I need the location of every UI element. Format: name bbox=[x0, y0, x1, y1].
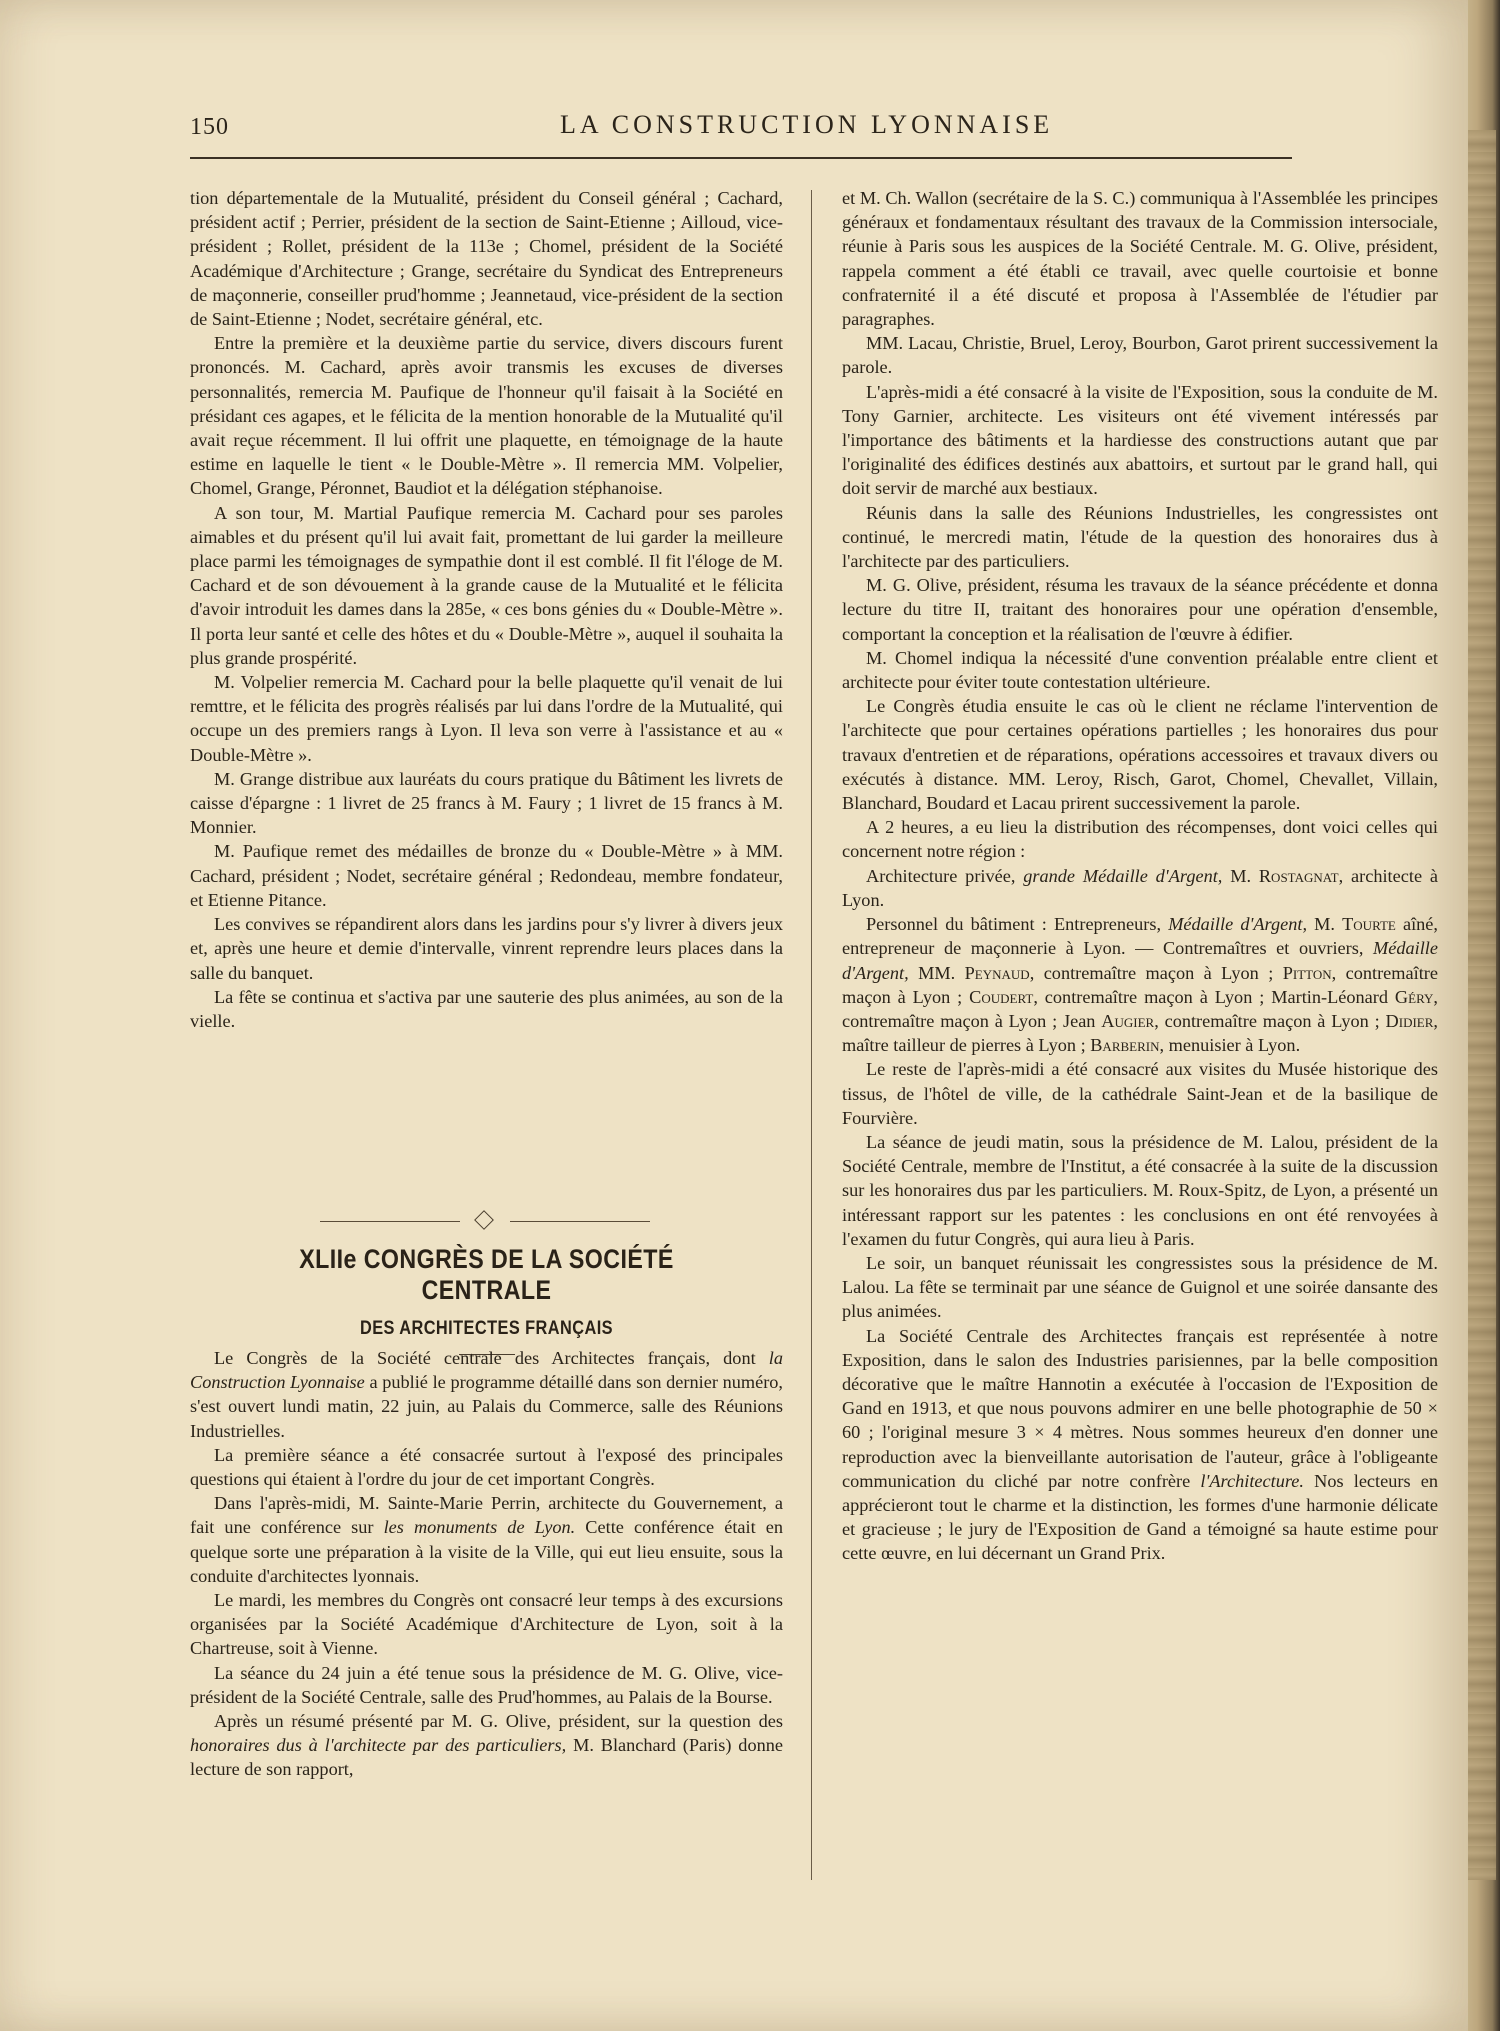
column-divider bbox=[811, 190, 812, 1880]
paragraph: L'après-midi a été consacré à la visite de l'Exposition, sous la conduite de M. Tony Garnier, architecte. Les visiteurs ont été vivement intéressés par l'importance des bâtiments et la hardiesse des constructions autant que par l'originalité des édifices destinés aux abattoirs, et surtout par le grand hall, qui doit servir de marché aux bestiaux. bbox=[842, 381, 1438, 499]
paragraph: Réunis dans la salle des Réunions Industrielles, les congressistes ont continué, le mercredi matin, l'étude de la question des honoraires dus à l'architecte par des particuliers. bbox=[842, 502, 1438, 572]
diamond-icon bbox=[474, 1210, 494, 1230]
paragraph: A 2 heures, a eu lieu la distribution des récompenses, dont voici celles qui concernent notre région : bbox=[842, 817, 1438, 862]
paragraph: Dans l'après-midi, M. Sainte-Marie Perrin, architecte du Gouvernement, a fait une conférence sur les monuments de Lyon. Cette conférence était en quelque sorte une préparation à la visite de la Ville, qui eut lieu ensuite, sous la conduite d'architectes lyonnais. bbox=[190, 1493, 784, 1586]
journal-title: LA CONSTRUCTION LYONNAISE bbox=[560, 110, 1054, 139]
paragraph: La séance du 24 juin a été tenue sous la présidence de M. G. Olive, vice-président de la Société Centrale, salle des Prud'hommes, au Palais de la Bourse. bbox=[190, 1662, 783, 1707]
paragraph: M. G. Olive, président, résuma les travaux de la séance précédente et donna lecture du titre II, traitant des honoraires pour une opération d'ensemble, comportant la conception et la réalisation de l'œuvre à édifier. bbox=[842, 575, 1438, 644]
paragraph: A son tour, M. Martial Paufique remercia M. Cachard pour ses paroles aimables et du présent qu'il lui avait fait, promettant de lui garder la meilleure place parmi les témoignages de sympathie dont il est comblé. Il fit l'éloge de M. Cachard et de son dévouement à la grande cause de la Mutualité et le félicita d'avoir introduit les dames dans la 285e, « ces bons génies du « Double-Mètre ». Il porta leur santé et celle des hôtes et du « Double-Mètre », auquel il souhaita la plus grande prospérité. bbox=[190, 502, 783, 668]
paragraph: Entre la première et la deuxième partie du service, divers discours furent prononcés. M. Cachard, après avoir transmis les excuses de diverses personnalités, remercia M. Paufique de l'honneur qu'il faisait à la Société en présidant ces agapes, et le félicita de la mention honorable de la Mutualité qu'il avait reçue récemment. Il lui offrit une plaquette, en témoignage de la haute estime en laquelle le tient « le Double-Mètre ». Il remercia MM. Volpelier, Chomel, Grange, Péronnet, Baudiot et la délégation stéphanoise. bbox=[190, 333, 783, 499]
page-number: 150 bbox=[190, 114, 229, 140]
paragraph: tion départementale de la Mutualité, président du Conseil général ; Cachard, président actif ; Perrier, président de la section de Saint-Etienne ; Ailloud, vice-président ; Rollet, président de la 113e ; Chomel, président de la Société Académique d'Architecture ; Grange, secrétaire du Syndicat des Entrepreneurs de maçonnerie, conseiller prud'homme ; Jeannetaud, vice-président de la section de Saint-Etienne ; Nodet, secrétaire général, etc. bbox=[190, 188, 783, 330]
paragraph: M. Chomel indiqua la nécessité d'une convention préalable entre client et architecte pour éviter toute contestation ultérieure. bbox=[842, 647, 1438, 693]
paragraph: M. Grange distribue aux lauréats du cours pratique du Bâtiment les livrets de caisse d'épargne : 1 livret de 25 francs à M. Faury ; 1 livret de 15 francs à M. Monnier. bbox=[190, 768, 783, 838]
paragraph: Après un résumé présenté par M. G. Olive, président, sur la question des honoraires dus à l'architecte par des particuliers, M. Blanchard (Paris) donne lecture de son rapport, bbox=[190, 1711, 783, 1780]
ornament-line bbox=[320, 1221, 460, 1222]
paragraph: La Société Centrale des Architectes français est représentée à notre Exposition, dans le salon des Industries parisiennes, par la belle composition décorative que le maître Hannotin a exécutée à l'occasion de l'Exposition de Gand en 1913, et que nous pouvons admirer en une belle photographie de 50 × 60 ; l'original mesure 3 × 4 mètres. Nous sommes heureux d'en donner une reproduction avec la bienveillante autorisation de l'auteur, grâce à l'obligeante communication du cliché par notre confrère l'Architecture. Nos lecteurs en apprécieront tout le charme et la distinction, les formes d'une harmonie délicate et gracieuse ; le jury de l'Exposition de Gand a témoigné sa haute estime pour cette œuvre, en lui décernant un Grand Prix. bbox=[842, 1325, 1438, 1564]
right-column bbox=[842, 186, 1438, 1566]
paragraph: M. Paufique remet des médailles de bronze du « Double-Mètre » à MM. Cachard, président ; Nodet, secrétaire général ; Redondeau, membre fondateur, et Etienne Pitance. bbox=[190, 841, 783, 910]
paragraph: Le soir, un banquet réunissait les congressistes sous la présidence de M. Lalou. La fête se terminait par une séance de Guignol et une soirée dansante des plus animées. bbox=[842, 1252, 1438, 1322]
left-column-bottom bbox=[190, 1346, 783, 1782]
article-title: XLIIe CONGRÈS DE LA SOCIÉTÉ CENTRALE bbox=[299, 1244, 674, 1305]
paragraph: Le mardi, les membres du Congrès ont consacré leur temps à des excursions organisées par la Société Académique d'Architecture de Lyon, soit à la Chartreuse, soit à Vienne. bbox=[190, 1590, 783, 1659]
ornament-line bbox=[510, 1221, 650, 1222]
paragraph: Les convives se répandirent alors dans les jardins pour s'y livrer à divers jeux et, après une heure et demie d'intervalle, vinrent reprendre leurs places dans la salle du banquet. bbox=[190, 914, 783, 983]
article-subtitle: DES ARCHITECTES FRANÇAIS bbox=[359, 1318, 614, 1339]
next-page-edge-pattern bbox=[1468, 130, 1496, 1880]
paragraph: La séance de jeudi matin, sous la présidence de M. Lalou, président de la Société Centrale, membre de l'Institut, a été consacrée à la suite de la discussion sur les honoraires dus par les particuliers. M. Roux-Spitz, de Lyon, a présenté un intéressant rapport sur les patentes : les conclusions en ont été renvoyées à l'examen du futur Congrès, qui aura lieu à Paris. bbox=[842, 1131, 1438, 1249]
left-column-top bbox=[190, 186, 783, 1033]
article-headline bbox=[190, 1244, 783, 1355]
running-head bbox=[190, 108, 1292, 148]
paragraph: La première séance a été consacrée surtout à l'exposé des principales questions qui étaient à l'ordre du jour de cet important Congrès. bbox=[190, 1444, 783, 1490]
section-ornament bbox=[320, 1208, 650, 1236]
header-rule bbox=[190, 157, 1292, 159]
paragraph: La fête se continua et s'activa par une sauterie des plus animées, au son de la vielle. bbox=[190, 986, 783, 1031]
paragraph: Le Congrès de la Société centrale des Architectes français, dont la Construction Lyonnaise a publié le programme détaillé dans son dernier numéro, s'est ouvert lundi matin, 22 juin, au Palais du Commerce, salle des Réunions Industrielles. bbox=[190, 1348, 783, 1441]
paragraph: et M. Ch. Wallon (secrétaire de la S. C.) communiqua à l'Assemblée les principes généraux et fondamentaux résultant des travaux de la Commission intersociale, réunie à Paris sous les auspices de la Société Centrale. M. G. Olive, président, rappela comment a été établi ce travail, avec quelle courtoisie et bonne confraternité il a été discuté et proposa à l'Assemblée de l'étudier par paragraphes. bbox=[842, 188, 1438, 330]
paragraph: M. Volpelier remercia M. Cachard pour la belle plaquette qu'il venait de lui remttre, et le félicita des progrès réalisés par lui dans l'ordre de la Mutualité, qui occupe un des premiers rangs à Lyon. Il leva son verre à l'assistance et au « Double-Mètre ». bbox=[190, 672, 783, 765]
award-paragraph: Personnel du bâtiment : Entrepreneurs, Médaille d'Argent, M. Tourte aîné, entrepreneur de maçonnerie à Lyon. — Contremaîtres et ouvriers, Médaille d'Argent, MM. Peynaud, contremaître maçon à Lyon ; Pitton, contremaître maçon à Lyon ; Coudert, contremaître maçon à Lyon ; Martin-Léonard Géry, contremaître maçon à Lyon ; Jean Augier, contremaître maçon à Lyon ; Didier, maître tailleur de pierres à Lyon ; Barberin, menuisier à Lyon. bbox=[842, 914, 1438, 1056]
paragraph: MM. Lacau, Christie, Bruel, Leroy, Bourbon, Garot prirent successivement la parole. bbox=[842, 333, 1438, 378]
award-paragraph: Architecture privée, grande Médaille d'Argent, M. Rostagnat, architecte à Lyon. bbox=[842, 865, 1438, 910]
paragraph: Le Congrès étudia ensuite le cas où le client ne réclame l'intervention de l'architecte que pour certaines opérations partielles ; les honoraires dus pour travaux d'entretien et de réparations, opérations accessoires et travaux divers ou exécutés à distance. MM. Leroy, Risch, Garot, Chomel, Chevallet, Villain, Blanchard, Boudard et Lacau prirent successivement la parole. bbox=[842, 696, 1438, 814]
paragraph: Le reste de l'après-midi a été consacré aux visites du Musée historique des tissus, de l'hôtel de ville, de la cathédrale Saint-Jean et de la basilique de Fourvière. bbox=[842, 1059, 1438, 1128]
